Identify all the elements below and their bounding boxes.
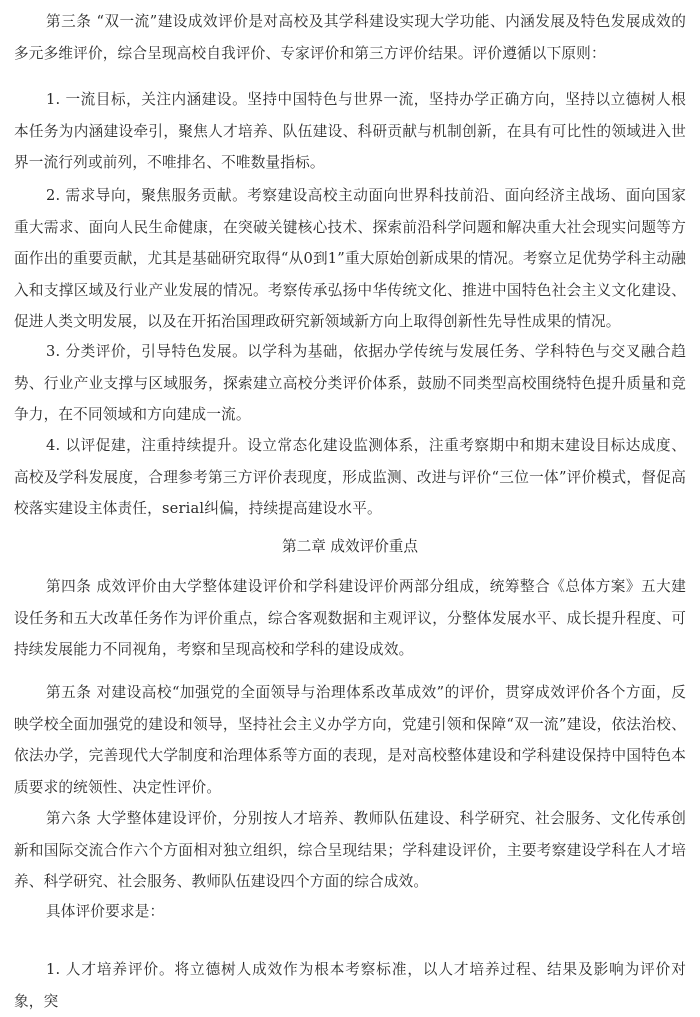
paragraph-principle-4: 4. 以评促建，注重持续提升。设立常态化建设监测体系，注重考察期中和期末建设目标达成度、高校及学科发展度，合理参考第三方评价表现度，形成监测、改进与评价“三位一体”评价模式，督促高校落实建设主体责任，serial纠偏，持续提高建设水平。 — [14, 437, 686, 517]
paragraph-principle-1: 1. 一流目标，关注内涵建设。坚持中国特色与世界一流，坚持办学正确方向，坚持以立德树人根本任务为内涵建设牵引，聚焦人才培养、队伍建设、科研贡献与机制创新，在具有可比性的领域进入世界一流行列或前列，不唯排名、不唯数量指标。 — [14, 91, 686, 171]
paragraph-requirement-1: 1. 人才培养评价。将立德树人成效作为根本考察标准，以人才培养过程、结果及影响为评价对象，突 — [14, 961, 686, 1010]
paragraph-principle-3: 3. 分类评价，引导特色发展。以学科为基础，依据办学传统与发展任务、学科特色与交叉融合趋势、行业产业支撑与区域服务，探索建立高校分类评价体系，鼓励不同类型高校围绕特色提升质量和竞争力，在不同领域和方向建成一流。 — [14, 343, 686, 423]
paragraph-principle-2: 2. 需求导向，聚焦服务贡献。考察建设高校主动面向世界科技前沿、面向经济主战场、面向国家重大需求、面向人民生命健康，在突破关键核心技术、探索前沿科学问题和解决重大社会现实问题等方面作出的重要贡献，尤其是基础研究取得“从0到1”重大原始创新成果的情况。考察立足优势学科主动融入和支撑区域及行业产业发展的情况。考察传承弘扬中华传统文化、推进中国特色社会主义文化建设、促进人类文明发展，以及在开拓治国理政研究新领域新方向上取得创新性先导性成果的情况。 — [14, 187, 686, 330]
paragraph-article-5: 第五条 对建设高校“加强党的全面领导与治理体系改革成效”的评价，贯穿成效评价各个方面，反映学校全面加强党的建设和领导，坚持社会主义办学方向，党建引领和保障“双一流”建设，依法治校、依法办学，完善现代大学制度和治理体系等方面的表现，是对高校整体建设和学科建设保持中国特色本质要求的统领性、决定性评价。 — [14, 684, 686, 796]
paragraph-article-6: 第六条 大学整体建设评价，分别按人才培养、教师队伍建设、科学研究、社会服务、文化传承创新和国际交流合作六个方面相对独立组织，综合呈现结果；学科建设评价，主要考察建设学科在人才培养、科学研究、社会服务、教师队伍建设四个方面的综合成效。 — [14, 810, 686, 890]
paragraph-article-3: 第三条 “双一流”建设成效评价是对高校及其学科建设实现大学功能、内涵发展及特色发展成效的多元多维评价，综合呈现高校自我评价、专家评价和第三方评价结果。评价遵循以下原则： — [14, 13, 686, 62]
paragraph-article-4: 第四条 成效评价由大学整体建设评价和学科建设评价两部分组成，统筹整合《总体方案》五大建设任务和五大改革任务作为评价重点，综合客观数据和主观评议，分整体发展水平、成长提升程度、可持续发展能力不同视角，考察和呈现高校和学科的建设成效。 — [14, 578, 686, 658]
paragraph-requirements-intro: 具体评价要求是： — [46, 903, 165, 920]
chapter-heading: 第二章 成效评价重点 — [282, 538, 418, 555]
